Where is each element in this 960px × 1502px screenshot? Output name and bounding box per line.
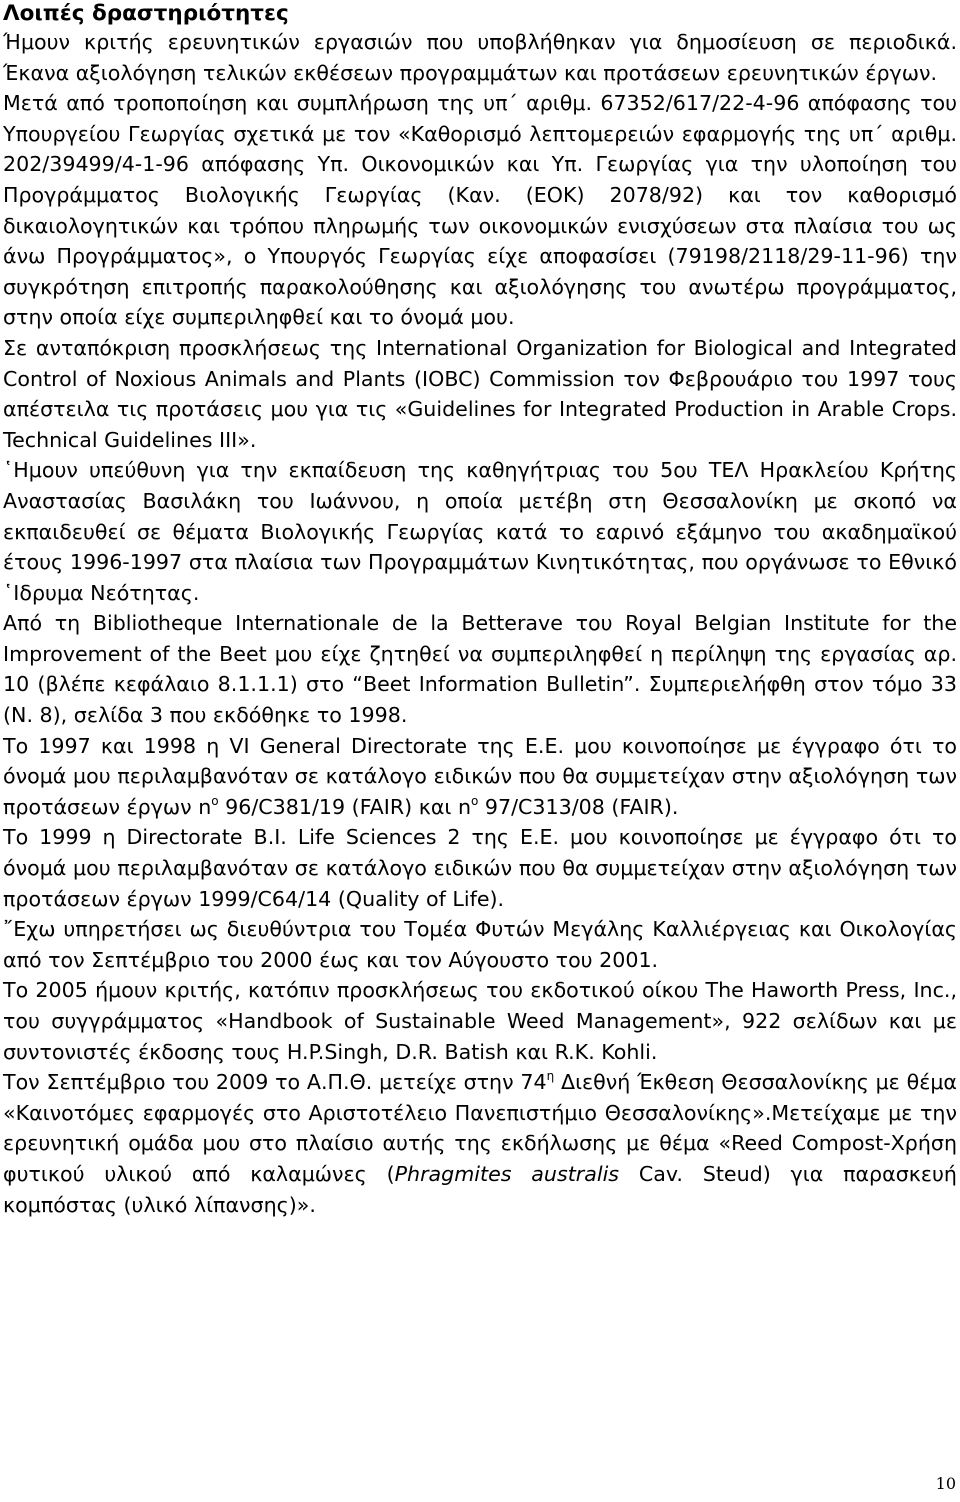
paragraph-fair-text-2: 96/C381/19 (FAIR) και n <box>218 794 471 819</box>
paragraph-fair-2009-text-2: Διεθνή Έκθεση Θεσσαλονίκης με θέμα «Καινοτόμες εφαρμογές στο Αριστοτέλειο Πανεπιστήμιο Θεσσαλονίκης».Μετείχαμε με την ερευνητική ομάδα μου στο πλαίσιο αυτής της εκδήλωσης με θέμα «Reed Compost-Χρήση φυτικού υλικού από καλαμώνες ( <box>3 1070 957 1186</box>
superscript-o: o <box>471 793 479 808</box>
paragraph-fair-text-3: 97/C313/08 (FAIR). <box>478 794 679 819</box>
page-number: 10 <box>935 1474 956 1493</box>
paragraph-training: ῾Ημουν υπεύθυνη για την εκπαίδευση της καθηγήτριας του 5ου ΤΕΛ Ηρακλείου Κρήτης Αναστασίας Βασιλάκη του Ιωάννου, η οποία μετέβη στη Θεσσαλονίκη με σκοπό να εκπαιδευθεί σε θέματα Βιολογικής Γεωργίας κατά το εαρινό εξάμηνο του ακαδημαϊκού έτους 1996-1997 στα πλαίσια των Προγραμμάτων Κινητικότητας, που οργάνωσε το Εθνικό ῾Ιδρυμα Νεότητας. <box>3 458 957 605</box>
paragraph-life-sciences: Το 1999 η Directorate B.I. Life Sciences 2 της Ε.Ε. μου κοινοποίησε με έγγραφο ότι το όνομά μου περιλαμβανόταν σε κατάλογο ειδικών που θα συμμετείχαν στην αξιολόγηση των προτάσεων έργων 1999/C64/14 (Quality of Life). <box>3 825 957 911</box>
paragraph-thessaloniki-fair <box>3 1067 957 1220</box>
paragraph-fair-2009-text-3: Cav. Steud) για παρασκευή κομπόστας (υλικό λίπανσης)». <box>3 1161 957 1217</box>
paragraph-reviewer: Ήμουν κριτής ερευνητικών εργασιών που υποβλήθηκαν για δημοσίευση σε περιοδικά. Έκανα αξιολόγηση τελικών εκθέσεων προγραμμάτων και προτάσεων ερευνητικών έργων. <box>3 30 957 85</box>
paragraph-iobc: Σε ανταπόκριση προσκλήσεως της International Organization for Biological and Integrated Control of Noxious Animals and Plants (IOBC) Commission τον Φεβρουάριο του 1997 τους απέστειλα τις προτάσεις μου για τις «Guidelines for Integrated Production in Arable Crops. Technical Guidelines III». <box>3 335 957 452</box>
superscript-o: o <box>211 793 219 808</box>
paragraph-haworth: Το 2005 ήμουν κριτής, κατόπιν προσκλήσεως του εκδοτικού οίκου The Haworth Press, Inc., του συγγράμματος «Handbook of Sustainable Weed Management», 922 σελίδων και με συντονιστές έκδοσης τους H.P.Singh, D.R. Batish και R.K. Kohli. <box>3 978 957 1064</box>
paragraph-beet-bulletin: Από τη Bibliotheque Internationale de la Betterave του Royal Belgian Institute for the Improvement of the Beet μου είχε ζητηθεί να συμπεριληφθεί η περίληψη της εργασίας αρ. 10 (βλέπε κεφάλαιο 8.1.1.1) στο “Beet Information Bulletin”. Συμπεριελήφθη στον τόμο 33 (Ν. 8), σελίδα 3 που εκδόθηκε το 1998. <box>3 611 957 728</box>
paragraph-director: ῎Εχω υπηρετήσει ως διευθύντρια του Τομέα Φυτών Μεγάλης Καλλιέργειας και Οικολογίας από τον Σεπτέμβριο του 2000 έως και τον Αύγουστο του 2001. <box>3 917 957 972</box>
document-page <box>3 0 957 1220</box>
species-name-italic: Phragmites australis <box>394 1161 620 1186</box>
paragraph-fair-2009-text-1: Τον Σεπτέμβριο του 2009 το Α.Π.Θ. μετείχε στην 74 <box>3 1070 547 1095</box>
paragraph-committee: Μετά από τροποποίηση και συμπλήρωση της υπ΄ αριθμ. 67352/617/22-4-96 απόφασης του Υπουργείου Γεωργίας σχετικά με τον «Καθορισμό λεπτομερειών εφαρμογής της υπ΄ αριθμ. 202/39499/4-1-96 απόφασης Υπ. Οικονομικών και Υπ. Γεωργίας για την υλοποίηση του Προγράμματος Βιολογικής Γεωργίας (Καν. (ΕΟΚ) 2078/92) και τον καθορισμό δικαιολογητικών και τρόπου πληρωμής των οικονομικών ενισχύσεων στα πλαίσια του ως άνω Προγράμματος», ο Υπουργός Γεωργίας είχε αποφασίσει (79198/2118/29-11-96) την συγκρότηση επιτροπής παρακολούθησης και αξιολόγησης του ανωτέρω προγράμματος, στην οποία είχε συμπεριληφθεί και το όνομά μου. <box>3 91 957 330</box>
superscript-eta: η <box>546 1069 555 1084</box>
section-heading: Λοιπές δραστηριότητες <box>3 1 289 26</box>
paragraph-fair-text-1: Το 1997 και 1998 η VI General Directorate της Ε.Ε. μου κοινοποίησε με έγγραφο ότι το όνομά μου περιλαμβανόταν σε κατάλογο ειδικών που θα συμμετείχαν στην αξιολόγηση των προτάσεων έργων n <box>3 733 957 819</box>
paragraph-fair-evaluation <box>3 731 957 823</box>
